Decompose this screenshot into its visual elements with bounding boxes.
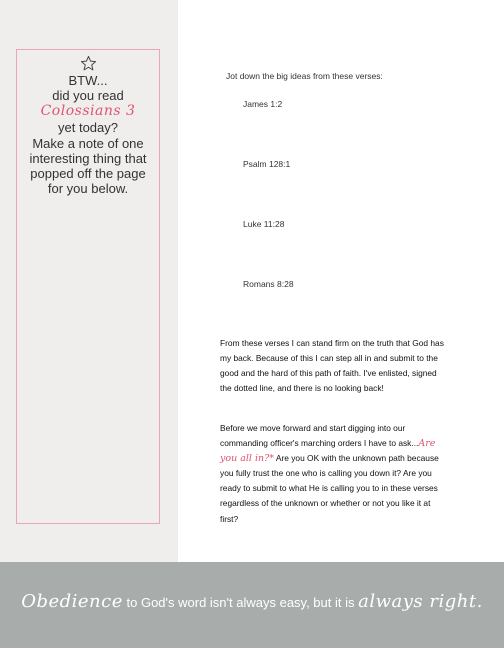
verse-reference: Romans 8:28 <box>243 279 294 289</box>
note-line-did-you-read: did you read <box>52 88 124 104</box>
paragraph-all-in-rest: Are you OK with the unknown path because you fully trust the one who is calling you down it? Are you ready to submit to what He is calling you to in these verses regardless of the unknown or whether or not you like it at first? <box>220 453 439 524</box>
main-content <box>178 0 504 562</box>
verse-reference: Psalm 128:1 <box>243 159 291 169</box>
note-book-script: Colossians 3 <box>40 103 136 120</box>
verse-reference: Luke 11:28 <box>243 219 285 229</box>
star-icon <box>80 55 97 72</box>
note-text <box>17 73 159 196</box>
paragraph-all-in-lead: Before we move forward and start digging into our commanding officer's marching orders I have to ask... <box>220 423 419 449</box>
note-box <box>16 49 160 524</box>
sidebar <box>0 0 178 562</box>
footer-script-always-right: always right. <box>358 591 483 612</box>
intro-text: Jot down the big ideas from these verses: <box>226 71 383 81</box>
footer-quote <box>0 591 504 612</box>
note-line-btw: BTW... <box>68 73 108 88</box>
footer-script-obedience: Obedience <box>21 591 123 612</box>
note-line-prompt: Make a note of one interesting thing that popped off the page for you below. <box>29 135 147 197</box>
paragraph-stand-firm: From these verses I can stand firm on the truth that God has my back. Because of this I can step all in and submit to the good and the hard of this path of faith. I've enlisted, signed the dotted line, and there is no looking back! <box>220 338 444 394</box>
paragraph-all-in <box>220 421 446 527</box>
verse-reference: James 1:2 <box>243 99 283 109</box>
all-in-script: Are you all in?* <box>220 438 436 465</box>
footer-banner <box>0 562 504 648</box>
footer-text: to God's word isn't always easy, but it is <box>122 595 359 610</box>
note-line-yet-today: yet today? <box>58 120 118 136</box>
